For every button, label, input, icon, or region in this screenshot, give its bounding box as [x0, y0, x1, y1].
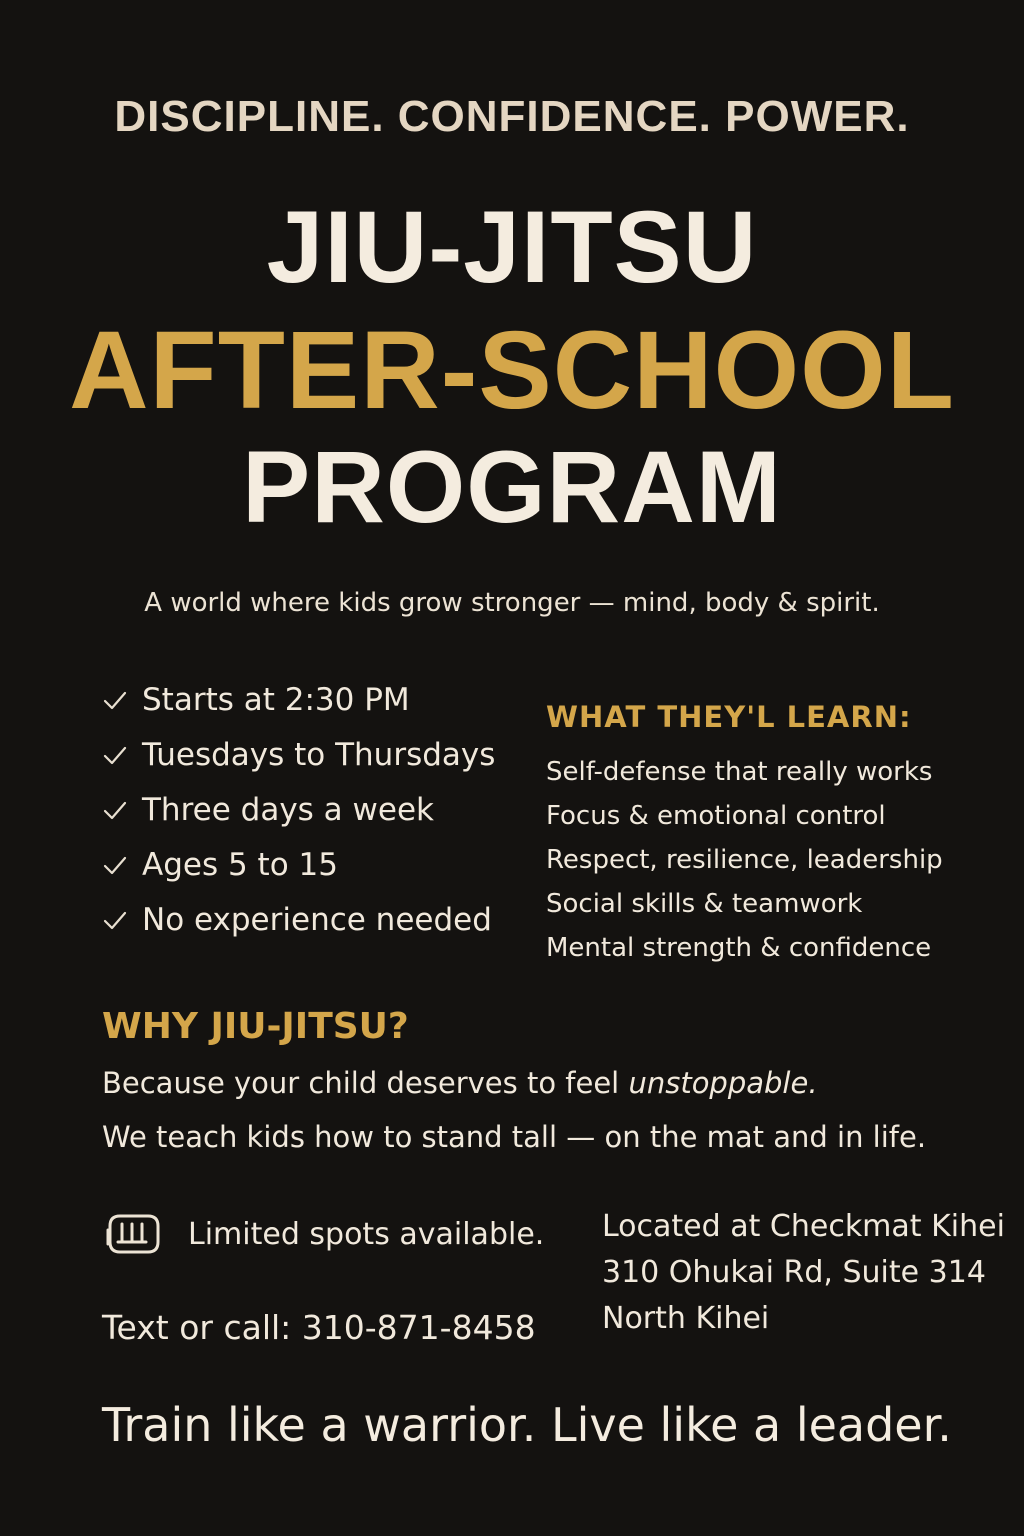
spots-text: Limited spots available. [188, 1216, 545, 1252]
detail-text: Three days a week [142, 791, 434, 828]
subtitle: A world where kids grow stronger — mind, body & spirit. [144, 588, 880, 618]
phone-contact: Text or call: 310-871-8458 [102, 1308, 536, 1347]
location-line-1: Located at Checkmat Kihei [602, 1209, 1005, 1244]
location-line-2: 310 Ohukai Rd, Suite 314 [602, 1255, 986, 1290]
tagline: DISCIPLINE. CONFIDENCE. POWER. [114, 92, 910, 141]
detail-item [100, 782, 495, 837]
detail-item [100, 727, 495, 782]
detail-text: Ages 5 to 15 [142, 846, 338, 883]
learn-item: Respect, resilience, leadership [546, 845, 943, 875]
learn-heading: WHAT THEY'L LEARN: [546, 700, 912, 734]
learn-item: Mental strength & confidence [546, 933, 932, 963]
detail-text: No experience needed [142, 901, 492, 938]
fist-icon [104, 1208, 162, 1260]
check-icon [100, 795, 130, 825]
program-details-list [100, 672, 495, 947]
learn-item: Social skills & teamwork [546, 889, 863, 919]
detail-item [100, 892, 495, 947]
detail-text: Starts at 2:30 PM [142, 681, 410, 718]
title-line-1: JIU-JITSU [266, 190, 758, 304]
why-heading: WHY JIU-JITSU? [102, 1006, 409, 1047]
title-line-3: PROGRAM [242, 430, 782, 544]
check-icon [100, 850, 130, 880]
learn-item: Focus & emotional control [546, 801, 886, 831]
check-icon [100, 905, 130, 935]
detail-item [100, 837, 495, 892]
spots-row [104, 1208, 544, 1260]
motto: Train like a warrior. Live like a leader. [102, 1398, 952, 1452]
why-line-1-text: Because your child deserves to feel [102, 1066, 629, 1100]
learn-item: Self-defense that really works [546, 757, 933, 787]
why-line-1 [102, 1066, 818, 1100]
location-line-3: North Kihei [602, 1301, 770, 1336]
check-icon [100, 685, 130, 715]
why-line-2: We teach kids how to stand tall — on the mat and in life. [102, 1120, 927, 1154]
why-emphasis: unstoppable. [628, 1066, 818, 1100]
detail-item [100, 672, 495, 727]
learn-list [546, 752, 943, 972]
check-icon [100, 740, 130, 770]
title-line-2: AFTER-SCHOOL [69, 309, 955, 432]
location-block [602, 1204, 1005, 1342]
detail-text: Tuesdays to Thursdays [142, 736, 496, 773]
